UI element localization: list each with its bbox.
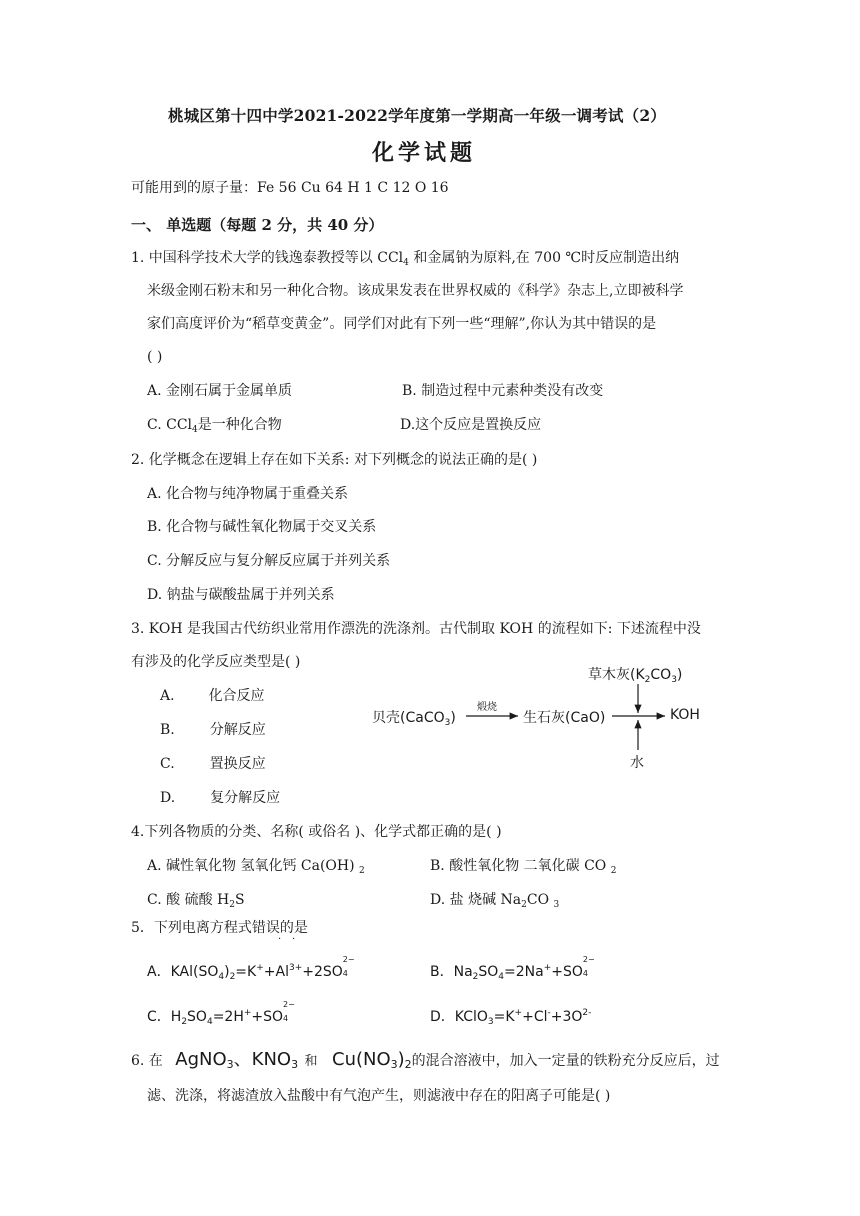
q6-stem-line-1: 6. 在 AgNO$_3$、$KNO_3$ 和 $Cu(NO_3)_2$的混合溶液中，加入一定量的铁粉充分反应后，过: [131, 1049, 720, 1071]
q1-stem-line-2: 米级金刚石粉末和另一种化合物。该成果发表在世界权威的《科学》杂志上,立即被科学: [147, 283, 684, 299]
q5-option-c: C．$H_2SO_4=2H^++SO$ 2− 4: [147, 1000, 295, 1027]
q4-option-d: D. 盐 烧碱 $Na_2CO$ $_3$: [430, 892, 560, 910]
q2-option-b: B. 化合物与碱性氧化物属于交叉关系: [147, 519, 377, 535]
flow-node-plant-ash: 草木灰$(K_2CO_3)$: [588, 667, 683, 685]
q3-option-b: B. 分解反应: [160, 722, 266, 738]
q3-stem-line-1: 3. KOH 是我国古代纺织业常用作漂洗的洗涤剂。古代制取 KOH 的流程如下: 下述流程中没: [131, 621, 701, 637]
q3-option-c: C. 置换反应: [160, 756, 266, 772]
q1-option-c: C. CCl$_4$是一种化合物: [147, 417, 282, 435]
q1-stem-line-3: 家们高度评价为“稻草变黄金”。同学们对此有下列一些“理解”,你认为其中错误的是: [147, 316, 657, 332]
q1-option-d: D.这个反应是置换反应: [400, 417, 542, 433]
q5-option-d: D．$KClO_3=K^++Cl^-+3O^{2-}$: [430, 1008, 592, 1027]
q1-answer-blank: ( ): [147, 349, 163, 365]
q5-option-b: B．$Na_2SO_4=2Na^++SO$ 2− 4: [430, 955, 595, 982]
q1-option-b: B. 制造过程中元素种类没有改变: [402, 383, 604, 399]
formula-cu-no3-2: $Cu(NO_3)_2$: [332, 1049, 412, 1071]
q6-stem-line-2: 滤、洗涤，将滤渣放入盐酸中有气泡产生，则滤液中存在的阳离子可能是( ): [147, 1088, 611, 1104]
flow-node-shell: 贝壳(CaCO$_3$): [372, 710, 456, 728]
exam-subject-title: 化学试题: [372, 140, 477, 166]
emphasis-dot-2: ·: [292, 934, 296, 945]
q4-option-b: B. 酸性氧化物 二氧化碳 CO $_2$: [430, 858, 617, 876]
q4-option-a: A. 碱性氧化物 氢氧化钙 Ca(OH) $_2$: [147, 858, 365, 876]
q1-stem-line-1: 1. 中国科学技术大学的钱逸泰教授等以 CCl$_4$ 和金属钠为原料,在 700 ℃时反应制造出纳: [131, 250, 680, 268]
section-title-single-choice: 一、 单选题（每题 2 分，共 40 分）: [131, 216, 384, 234]
q2-option-c: C. 分解反应与复分解反应属于并列关系: [147, 553, 391, 569]
q2-stem: 2. 化学概念在逻辑上存在如下关系: 对下列概念的说法正确的是( ): [131, 452, 538, 468]
q3-stem-line-2: 有涉及的化学反应类型是( ): [131, 654, 301, 670]
flow-node-quicklime: 生石灰(CaO): [523, 710, 606, 726]
atomic-masses-line: 可能用到的原子量：Fe 56 Cu 64 H 1 C 12 O 16: [131, 180, 449, 196]
q2-option-d: D. 钠盐与碳酸盐属于并列关系: [147, 587, 335, 603]
exam-school-title: 桃城区第十四中学2021-2022学年度第一学期高一年级一调考试（2）: [168, 106, 666, 125]
flow-node-water: 水: [630, 755, 644, 771]
q5-stem: 5．下列电离方程式错误的是: [131, 920, 308, 936]
flow-node-koh: KOH: [670, 707, 700, 723]
q4-option-c: C. 酸 硫酸 $H_2S$: [147, 892, 245, 910]
flow-arrow-label-calcine: 煅烧: [477, 702, 497, 713]
q2-option-a: A. 化合物与纯净物属于重叠关系: [147, 486, 349, 502]
formula-agno3-kno3: AgNO$_3$、$KNO_3$: [175, 1049, 299, 1071]
q3-option-d: D. 复分解反应: [160, 790, 281, 806]
q5-option-a: A．$KAl(SO_4)_2=K^++Al^{3+}+2SO$ 2− 4: [147, 955, 355, 982]
q4-stem: 4.下列各物质的分类、名称( 或俗名 )、化学式都正确的是( ): [131, 824, 502, 840]
q1-option-a: A. 金刚石属于金属单质: [147, 383, 293, 399]
emphasis-dot-1: ·: [278, 934, 282, 945]
q3-option-a: A. 化合反应: [160, 688, 265, 704]
